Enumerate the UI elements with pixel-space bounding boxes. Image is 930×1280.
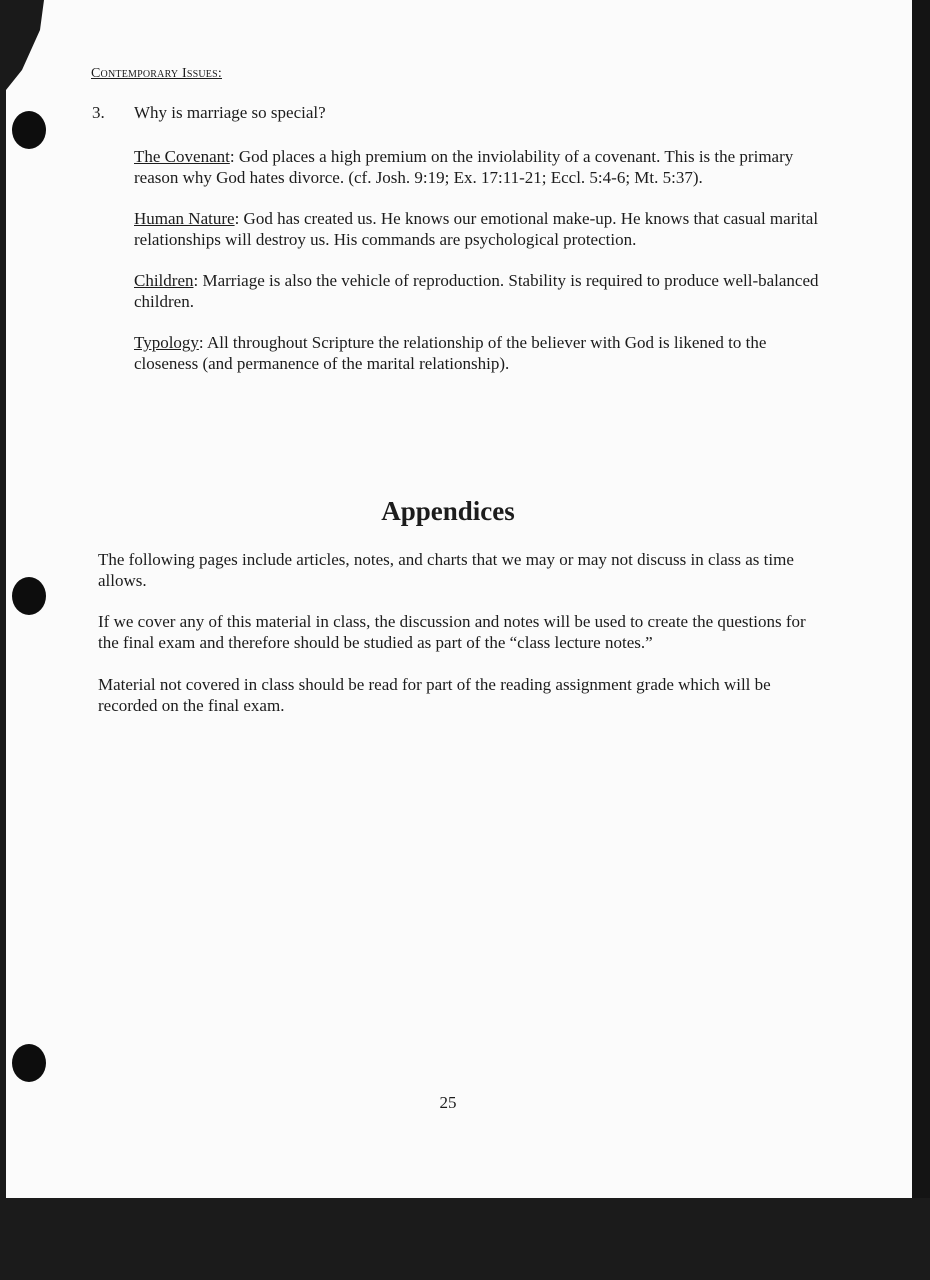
appendices-paragraph: Material not covered in class should be read for part of the reading assignment grade which will be recorded on the final exam. [98, 675, 771, 715]
point-text: : God places a high premium on the inviolability of a covenant. This is the primary reason why God hates divorce. (cf. Josh. 9:19; Ex. 17:11-21; Eccl. 5:4-6; Mt. 5:37). [134, 147, 794, 187]
scan-bottom-edge [0, 1198, 930, 1280]
point-children [134, 270, 824, 312]
point-text: : All throughout Scripture the relationship of the believer with God is likened to the closeness (and permanence of the marital relationship). [134, 333, 767, 373]
punch-hole-middle [12, 577, 46, 615]
point-term: The Covenant [134, 147, 230, 166]
question-number: 3. [92, 103, 105, 122]
point-human-nature [134, 208, 824, 250]
point-term: Human Nature [134, 209, 235, 228]
question-text: Why is marriage so special? [134, 103, 326, 122]
point-text: : God has created us. He knows our emotional make-up. He knows that casual marital relationships will destroy us. His commands are psychological protection. [134, 209, 819, 249]
punch-hole-top [12, 111, 46, 149]
appendices-heading: Appendices [381, 496, 515, 526]
point-term: Children [134, 271, 194, 290]
point-term: Typology [134, 333, 199, 352]
point-covenant [134, 146, 824, 188]
point-typology [134, 332, 824, 374]
page-number: 25 [439, 1093, 457, 1112]
appendices-paragraph: If we cover any of this material in class, the discussion and notes will be used to create the questions for the final exam and therefore should be studied as part of the “class lecture notes.” [98, 612, 806, 652]
punch-hole-bottom [12, 1044, 46, 1082]
section-header: Contemporary Issues: [91, 66, 222, 81]
scan-right-edge [912, 0, 930, 1280]
point-text: : Marriage is also the vehicle of reproduction. Stability is required to produce well-balanced children. [134, 271, 819, 311]
appendices-paragraph: The following pages include articles, notes, and charts that we may or may not discuss in class as time allows. [98, 550, 794, 590]
